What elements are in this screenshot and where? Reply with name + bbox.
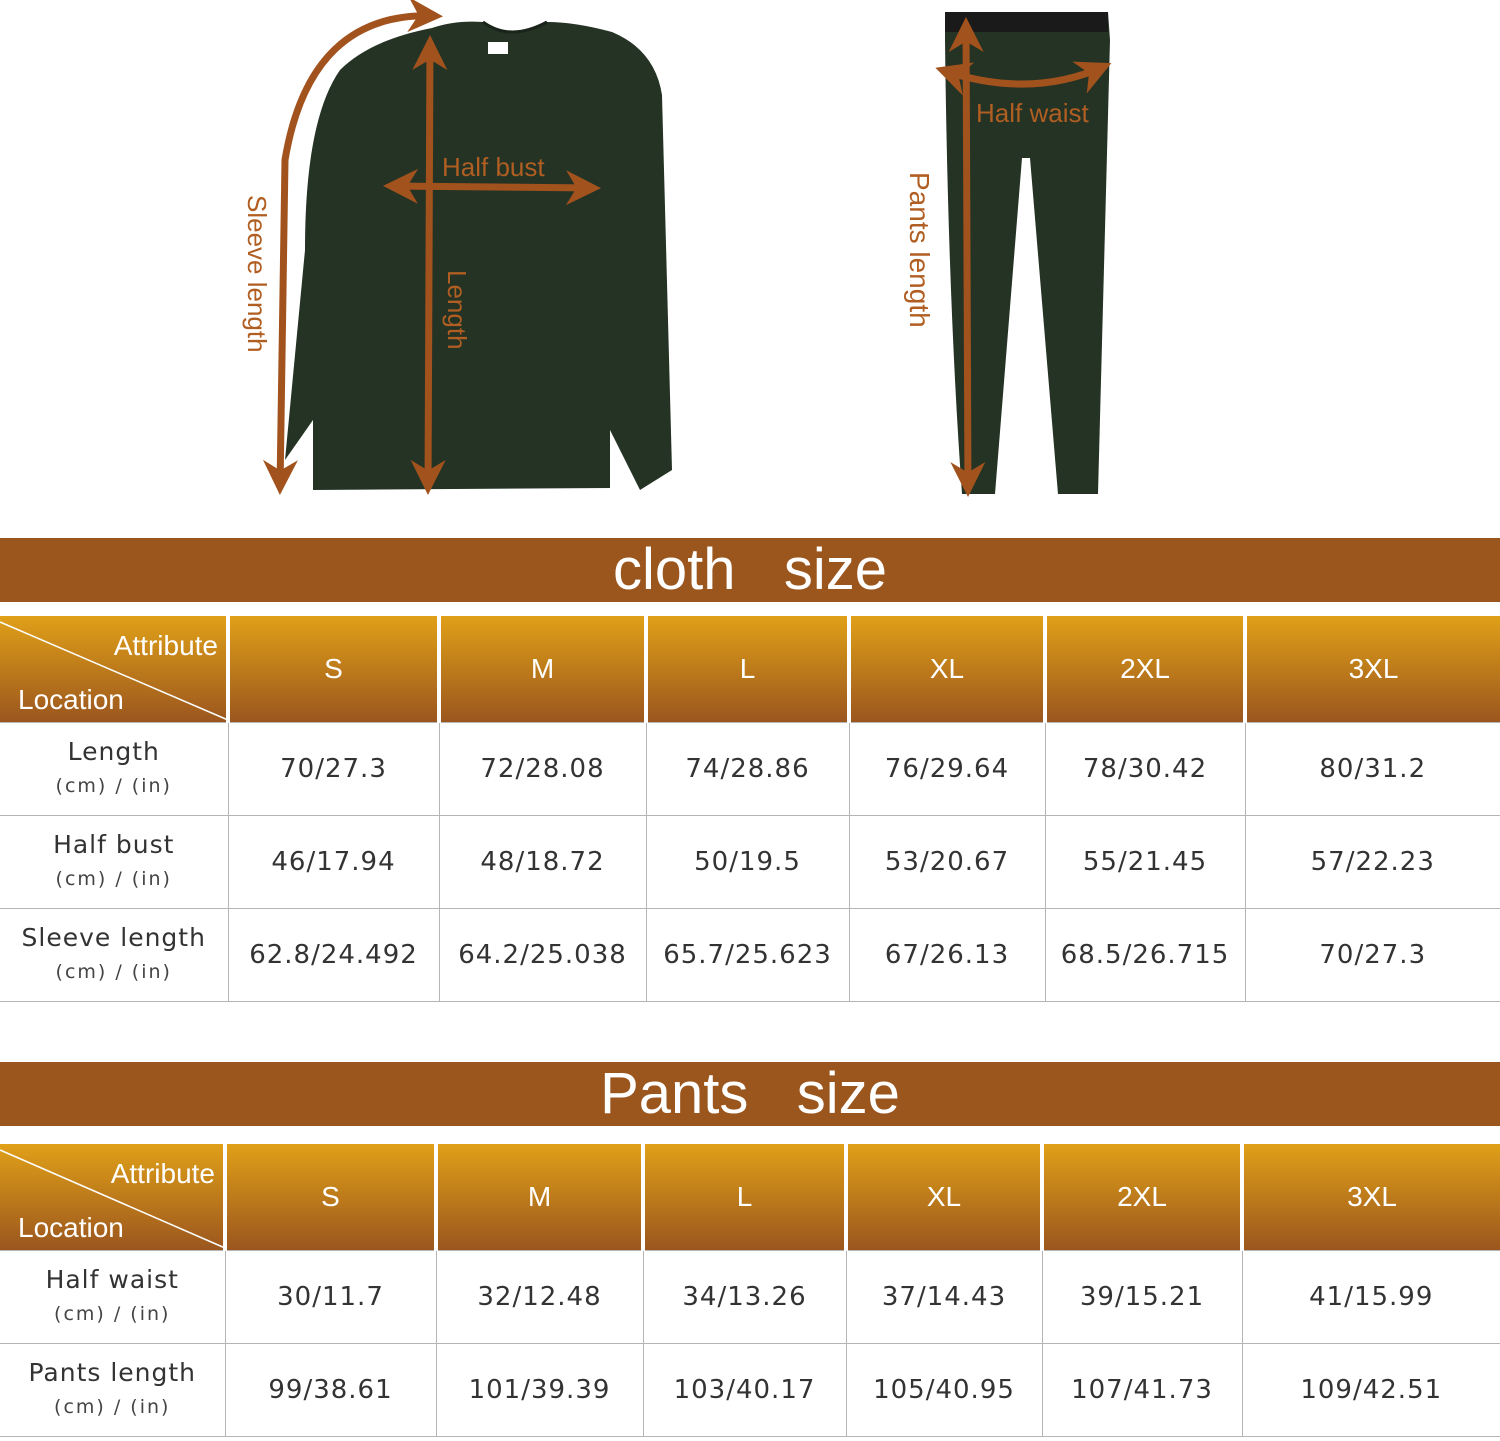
table-row (0, 909, 1500, 1002)
row-label (0, 816, 228, 909)
table-cell: 80/31.2 (1245, 723, 1500, 816)
corner-cell (0, 1144, 225, 1251)
half-bust-label: Half bust (442, 152, 545, 182)
table-cell: 41/15.99 (1242, 1251, 1500, 1344)
table-cell: 48/18.72 (439, 816, 646, 909)
table-cell: 72/28.08 (439, 723, 646, 816)
table-cell: 30/11.7 (225, 1251, 436, 1344)
location-label: Location (18, 684, 124, 715)
unit-label: (cm) / (in) (55, 961, 172, 983)
table-cell: 70/27.3 (228, 723, 439, 816)
table-cell: 68.5/26.715 (1045, 909, 1245, 1002)
table-row (0, 1344, 1500, 1437)
half-waist-label: Half waist (976, 98, 1089, 128)
size-header: 2XL (1045, 616, 1245, 723)
table-row (0, 723, 1500, 816)
half-bust-arrow (390, 186, 594, 188)
table-header-row (0, 616, 1500, 723)
row-label-text: Length (67, 737, 160, 766)
pants-length-arrow (966, 24, 968, 490)
location-label: Location (18, 1212, 124, 1243)
unit-label: (cm) / (in) (55, 775, 172, 797)
size-header: S (228, 616, 439, 723)
attribute-label: Attribute (110, 1158, 215, 1189)
table-cell: 107/41.73 (1042, 1344, 1242, 1437)
pants-size-table (0, 1144, 1500, 1437)
size-header: XL (846, 1144, 1042, 1251)
table-cell: 50/19.5 (646, 816, 849, 909)
table-row (0, 816, 1500, 909)
size-header: S (225, 1144, 436, 1251)
table-cell: 65.7/25.623 (646, 909, 849, 1002)
table-cell: 67/26.13 (849, 909, 1045, 1002)
table-cell: 46/17.94 (228, 816, 439, 909)
row-label-text: Pants length (28, 1358, 197, 1387)
size-header: L (646, 616, 849, 723)
row-label-text: Sleeve length (21, 923, 206, 952)
sleeve-length-label: Sleeve length (242, 195, 272, 353)
table-cell: 99/38.61 (225, 1344, 436, 1437)
table-cell: 55/21.45 (1045, 816, 1245, 909)
table-cell: 64.2/25.038 (439, 909, 646, 1002)
table-cell: 78/30.42 (1045, 723, 1245, 816)
row-label-text: Half bust (53, 830, 175, 859)
table-cell: 32/12.48 (436, 1251, 643, 1344)
cloth-size-table (0, 616, 1500, 1002)
table-cell: 101/39.39 (436, 1344, 643, 1437)
size-header: 3XL (1245, 616, 1500, 723)
shirt-illustration (285, 22, 672, 490)
length-label: Length (442, 270, 472, 350)
row-label (0, 909, 228, 1002)
table-cell: 105/40.95 (846, 1344, 1042, 1437)
table-cell: 57/22.23 (1245, 816, 1500, 909)
table-row (0, 1251, 1500, 1344)
size-header: M (436, 1144, 643, 1251)
cloth-size-title: cloth size (0, 538, 1500, 602)
table-cell: 34/13.26 (643, 1251, 846, 1344)
pants-size-title: Pants size (0, 1062, 1500, 1126)
row-label-text: Half waist (45, 1265, 179, 1294)
table-cell: 53/20.67 (849, 816, 1045, 909)
corner-cell (0, 616, 228, 723)
row-label (0, 1344, 225, 1437)
pants-length-label: Pants length (904, 172, 935, 328)
table-cell: 109/42.51 (1242, 1344, 1500, 1437)
unit-label: (cm) / (in) (54, 1303, 171, 1325)
table-cell: 39/15.21 (1042, 1251, 1242, 1344)
unit-label: (cm) / (in) (54, 1396, 171, 1418)
measurement-figures (0, 0, 1500, 520)
size-header: L (643, 1144, 846, 1251)
table-cell: 103/40.17 (643, 1344, 846, 1437)
table-cell: 74/28.86 (646, 723, 849, 816)
table-header-row (0, 1144, 1500, 1251)
length-arrow (428, 42, 430, 488)
attribute-label: Attribute (113, 630, 218, 661)
row-label (0, 723, 228, 816)
size-header: XL (849, 616, 1045, 723)
size-header: M (439, 616, 646, 723)
table-cell: 70/27.3 (1245, 909, 1500, 1002)
size-header: 2XL (1042, 1144, 1242, 1251)
row-label (0, 1251, 225, 1344)
size-header: 3XL (1242, 1144, 1500, 1251)
table-cell: 37/14.43 (846, 1251, 1042, 1344)
table-cell: 76/29.64 (849, 723, 1045, 816)
table-cell: 62.8/24.492 (228, 909, 439, 1002)
unit-label: (cm) / (in) (55, 868, 172, 890)
